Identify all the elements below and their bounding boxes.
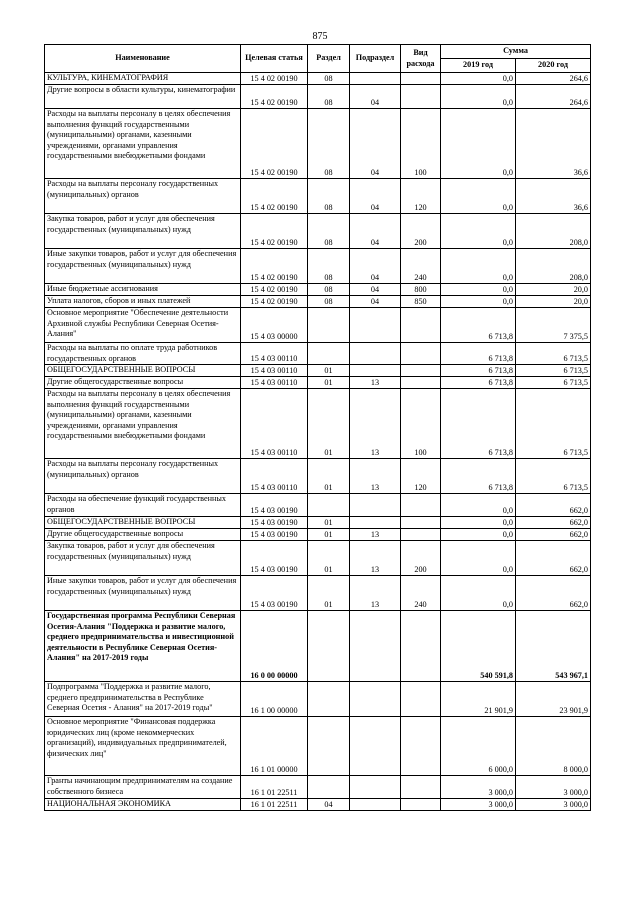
row-expense-type [401, 494, 441, 517]
row-expense-type: 200 [401, 541, 441, 576]
row-section: 01 [308, 517, 350, 529]
row-sum-2020: 543 967,1 [516, 611, 591, 682]
row-section: 08 [308, 109, 350, 179]
header-year-2019: 2019 год [441, 59, 516, 73]
row-section [308, 717, 350, 776]
row-subsection: 13 [350, 377, 401, 389]
row-sum-2020: 662,0 [516, 541, 591, 576]
row-name: Государственная программа Республики Северная Осетия-Алания "Поддержка и развитие малого, среднего предпринимательства и инвестиционной деятельности в Республике Северная Осетия-Алания" на 2017-2019 годы [45, 611, 241, 682]
row-name: НАЦИОНАЛЬНАЯ ЭКОНОМИКА [45, 799, 241, 811]
table-row [45, 776, 591, 799]
row-subsection [350, 799, 401, 811]
row-name: Расходы на обеспечение функций государственных органов [45, 494, 241, 517]
row-expense-type [401, 517, 441, 529]
row-sum-2019: 0,0 [441, 73, 516, 85]
row-sum-2019: 0,0 [441, 284, 516, 296]
row-expense-type: 120 [401, 179, 441, 214]
row-expense-type: 120 [401, 459, 441, 494]
row-sum-2019: 6 713,8 [441, 343, 516, 365]
row-target-code: 15 4 03 00110 [241, 377, 308, 389]
row-subsection: 04 [350, 85, 401, 109]
row-sum-2020: 6 713,5 [516, 459, 591, 494]
row-name: ОБЩЕГОСУДАРСТВЕННЫЕ ВОПРОСЫ [45, 365, 241, 377]
row-section: 08 [308, 284, 350, 296]
row-section: 08 [308, 214, 350, 249]
row-target-code: 16 1 01 00000 [241, 717, 308, 776]
row-target-code: 15 4 03 00190 [241, 517, 308, 529]
row-sum-2019: 0,0 [441, 517, 516, 529]
row-target-code: 16 1 01 22511 [241, 799, 308, 811]
row-name: Иные закупки товаров, работ и услуг для обеспечения государственных (муниципальных) нужд [45, 249, 241, 284]
row-name: Расходы на выплаты персоналу государственных (муниципальных) органов [45, 179, 241, 214]
row-sum-2020: 208,0 [516, 249, 591, 284]
table-row [45, 377, 591, 389]
row-sum-2019: 0,0 [441, 214, 516, 249]
row-sum-2019: 6 000,0 [441, 717, 516, 776]
row-name: Другие общегосударственные вопросы [45, 529, 241, 541]
row-name: Другие вопросы в области культуры, кинематографии [45, 85, 241, 109]
row-expense-type [401, 73, 441, 85]
row-expense-type: 200 [401, 214, 441, 249]
row-target-code: 15 4 02 00190 [241, 85, 308, 109]
header-code: Целевая статья [241, 45, 308, 73]
table-row [45, 179, 591, 214]
table-row [45, 529, 591, 541]
row-expense-type: 100 [401, 109, 441, 179]
row-sum-2020: 20,0 [516, 296, 591, 308]
table-row [45, 682, 591, 717]
table-row [45, 717, 591, 776]
row-subsection: 04 [350, 249, 401, 284]
table-row [45, 365, 591, 377]
row-section [308, 343, 350, 365]
row-sum-2020: 3 000,0 [516, 799, 591, 811]
row-section [308, 308, 350, 343]
header-section: Раздел [308, 45, 350, 73]
row-expense-type [401, 377, 441, 389]
header-subsection: Подраздел [350, 45, 401, 73]
row-target-code: 15 4 03 00190 [241, 529, 308, 541]
row-subsection [350, 517, 401, 529]
row-sum-2019: 3 000,0 [441, 776, 516, 799]
row-section: 08 [308, 73, 350, 85]
table-row [45, 85, 591, 109]
row-section: 01 [308, 365, 350, 377]
row-subsection [350, 73, 401, 85]
page-number: 875 [312, 31, 328, 42]
row-sum-2020: 20,0 [516, 284, 591, 296]
row-name: Подпрограмма "Поддержка и развитие малого, среднего предпринимательства в Республике Северная Осетия - Алания" на 2017-2019 годы" [45, 682, 241, 717]
row-target-code: 15 4 03 00000 [241, 308, 308, 343]
table-row [45, 494, 591, 517]
row-section: 01 [308, 389, 350, 459]
row-sum-2019: 0,0 [441, 541, 516, 576]
table-row [45, 517, 591, 529]
table-row [45, 284, 591, 296]
header-sum: Сумма [441, 45, 591, 59]
row-name: Закупка товаров, работ и услуг для обеспечения государственных (муниципальных) нужд [45, 214, 241, 249]
row-name: Иные бюджетные ассигнования [45, 284, 241, 296]
budget-table [44, 44, 591, 811]
row-sum-2019: 6 713,8 [441, 389, 516, 459]
row-target-code: 15 4 02 00190 [241, 284, 308, 296]
row-sum-2019: 0,0 [441, 296, 516, 308]
row-sum-2019: 0,0 [441, 85, 516, 109]
row-expense-type [401, 308, 441, 343]
row-section: 01 [308, 459, 350, 494]
row-expense-type [401, 611, 441, 682]
row-sum-2020: 662,0 [516, 517, 591, 529]
table-row [45, 541, 591, 576]
table-row [45, 109, 591, 179]
row-subsection [350, 717, 401, 776]
row-expense-type [401, 776, 441, 799]
row-target-code: 15 4 02 00190 [241, 214, 308, 249]
table-row [45, 249, 591, 284]
row-expense-type [401, 529, 441, 541]
row-subsection [350, 611, 401, 682]
table-row [45, 296, 591, 308]
row-target-code: 15 4 03 00110 [241, 343, 308, 365]
row-sum-2019: 540 591,8 [441, 611, 516, 682]
row-section: 01 [308, 541, 350, 576]
row-subsection [350, 308, 401, 343]
row-sum-2020: 662,0 [516, 494, 591, 517]
row-expense-type [401, 343, 441, 365]
row-sum-2020: 7 375,5 [516, 308, 591, 343]
row-section: 01 [308, 529, 350, 541]
row-target-code: 15 4 02 00190 [241, 249, 308, 284]
row-subsection: 04 [350, 109, 401, 179]
row-subsection [350, 494, 401, 517]
row-target-code: 16 1 01 22511 [241, 776, 308, 799]
row-sum-2019: 3 000,0 [441, 799, 516, 811]
row-subsection [350, 776, 401, 799]
table-row [45, 611, 591, 682]
row-sum-2020: 36,6 [516, 179, 591, 214]
row-target-code: 15 4 02 00190 [241, 179, 308, 214]
row-sum-2020: 662,0 [516, 529, 591, 541]
table-row [45, 576, 591, 611]
table-row [45, 459, 591, 494]
row-name: Расходы на выплаты персоналу в целях обеспечения выполнения функций государственными (муниципальными) органами, казенными учреждениями, органами управления государственными внебюджетными фондами [45, 389, 241, 459]
row-subsection [350, 365, 401, 377]
row-expense-type [401, 799, 441, 811]
row-target-code: 15 4 03 00110 [241, 459, 308, 494]
row-name: Расходы на выплаты персоналу государственных (муниципальных) органов [45, 459, 241, 494]
row-target-code: 15 4 02 00190 [241, 296, 308, 308]
row-target-code: 16 0 00 00000 [241, 611, 308, 682]
row-subsection: 04 [350, 179, 401, 214]
row-target-code: 15 4 03 00110 [241, 389, 308, 459]
row-sum-2020: 23 901,9 [516, 682, 591, 717]
row-name: Основное мероприятие "Финансовая поддержка юридических лиц (кроме некоммерческих организаций), индивидуальных предпринимателей, физических лиц" [45, 717, 241, 776]
row-section [308, 611, 350, 682]
header-name: Наименование [45, 45, 241, 73]
row-sum-2020: 208,0 [516, 214, 591, 249]
row-subsection: 04 [350, 284, 401, 296]
table-header [45, 45, 591, 73]
row-section [308, 776, 350, 799]
row-section: 08 [308, 179, 350, 214]
row-sum-2019: 0,0 [441, 576, 516, 611]
row-target-code: 15 4 03 00190 [241, 576, 308, 611]
row-section: 08 [308, 85, 350, 109]
row-name: Расходы на выплаты персоналу в целях обеспечения выполнения функций государственными (муниципальными) органами, казенными учреждениями, органами управления государственными внебюджетными фондами [45, 109, 241, 179]
row-section [308, 682, 350, 717]
row-subsection: 13 [350, 459, 401, 494]
row-expense-type [401, 682, 441, 717]
row-expense-type [401, 85, 441, 109]
row-subsection: 13 [350, 389, 401, 459]
row-expense-type [401, 717, 441, 776]
row-sum-2020: 264,6 [516, 85, 591, 109]
row-sum-2019: 6 713,8 [441, 308, 516, 343]
row-expense-type: 240 [401, 249, 441, 284]
row-sum-2019: 6 713,8 [441, 459, 516, 494]
row-name: ОБЩЕГОСУДАРСТВЕННЫЕ ВОПРОСЫ [45, 517, 241, 529]
row-expense-type: 800 [401, 284, 441, 296]
table-row [45, 389, 591, 459]
row-section [308, 494, 350, 517]
row-target-code: 15 4 03 00110 [241, 365, 308, 377]
row-name: Другие общегосударственные вопросы [45, 377, 241, 389]
row-expense-type: 240 [401, 576, 441, 611]
row-subsection: 04 [350, 296, 401, 308]
row-target-code: 15 4 03 00190 [241, 541, 308, 576]
header-year-2020: 2020 год [516, 59, 591, 73]
row-sum-2019: 0,0 [441, 494, 516, 517]
row-expense-type: 850 [401, 296, 441, 308]
row-sum-2019: 0,0 [441, 249, 516, 284]
row-name: Уплата налогов, сборов и иных платежей [45, 296, 241, 308]
row-sum-2020: 6 713,5 [516, 389, 591, 459]
row-sum-2020: 36,6 [516, 109, 591, 179]
table-row [45, 73, 591, 85]
table-body [45, 73, 591, 811]
row-sum-2019: 21 901,9 [441, 682, 516, 717]
row-sum-2019: 0,0 [441, 179, 516, 214]
row-section: 08 [308, 249, 350, 284]
table-row [45, 308, 591, 343]
row-target-code: 15 4 02 00190 [241, 109, 308, 179]
row-section: 08 [308, 296, 350, 308]
row-sum-2019: 6 713,8 [441, 377, 516, 389]
row-subsection: 13 [350, 576, 401, 611]
table-row [45, 799, 591, 811]
row-subsection: 04 [350, 214, 401, 249]
row-target-code: 16 1 00 00000 [241, 682, 308, 717]
header-expense-type: Вид расхода [401, 45, 441, 73]
row-name: Иные закупки товаров, работ и услуг для обеспечения государственных (муниципальных) нужд [45, 576, 241, 611]
row-sum-2020: 6 713,5 [516, 365, 591, 377]
row-sum-2020: 662,0 [516, 576, 591, 611]
row-name: Расходы на выплаты по оплате труда работников государственных органов [45, 343, 241, 365]
row-sum-2020: 3 000,0 [516, 776, 591, 799]
row-sum-2019: 0,0 [441, 109, 516, 179]
row-section: 01 [308, 377, 350, 389]
row-sum-2020: 6 713,5 [516, 343, 591, 365]
row-subsection: 13 [350, 541, 401, 576]
row-target-code: 15 4 03 00190 [241, 494, 308, 517]
row-name: Закупка товаров, работ и услуг для обеспечения государственных (муниципальных) нужд [45, 541, 241, 576]
row-subsection: 13 [350, 529, 401, 541]
row-subsection [350, 343, 401, 365]
row-sum-2020: 6 713,5 [516, 377, 591, 389]
row-sum-2019: 6 713,8 [441, 365, 516, 377]
row-name: Основное мероприятие "Обеспечение деятельности Архивной службы Республики Северная Осетия-Алания" [45, 308, 241, 343]
row-name: КУЛЬТУРА, КИНЕМАТОГРАФИЯ [45, 73, 241, 85]
row-target-code: 15 4 02 00190 [241, 73, 308, 85]
row-section: 04 [308, 799, 350, 811]
row-name: Гранты начинающим предпринимателям на создание собственного бизнеса [45, 776, 241, 799]
table-row [45, 343, 591, 365]
row-sum-2020: 264,6 [516, 73, 591, 85]
row-section: 01 [308, 576, 350, 611]
row-subsection [350, 682, 401, 717]
table-row [45, 214, 591, 249]
row-expense-type [401, 365, 441, 377]
row-sum-2019: 0,0 [441, 529, 516, 541]
row-expense-type: 100 [401, 389, 441, 459]
row-sum-2020: 8 000,0 [516, 717, 591, 776]
